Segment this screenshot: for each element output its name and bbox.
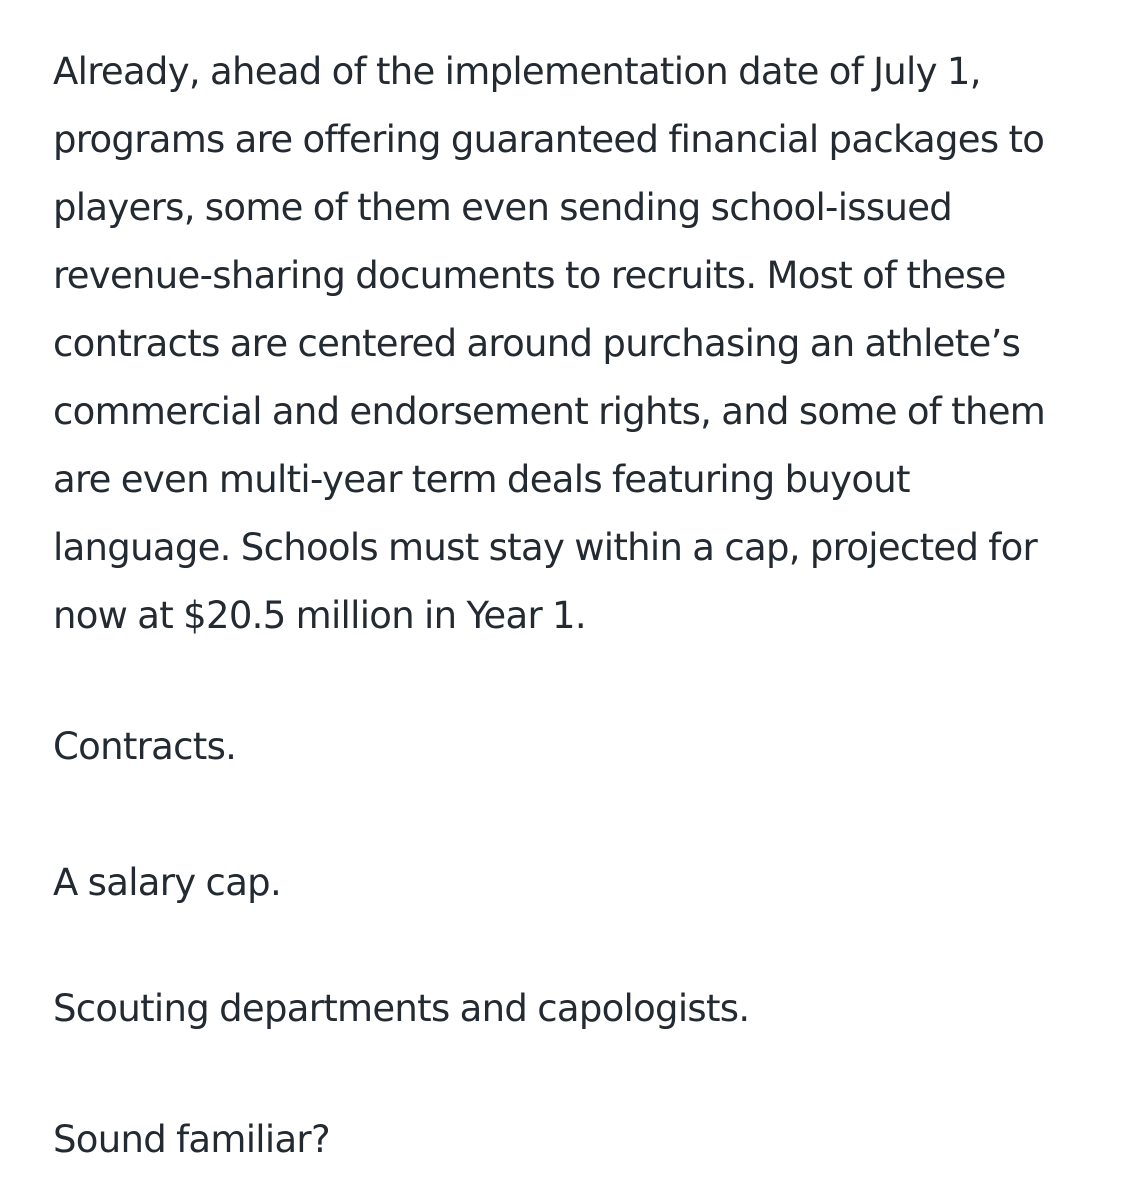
paragraph-sound-familiar: Sound familiar? [53, 1118, 330, 1161]
paragraph-scouting: Scouting departments and capologists. [53, 987, 750, 1030]
paragraph-salary-cap: A salary cap. [53, 861, 282, 904]
paragraph-contracts: Contracts. [53, 725, 237, 768]
paragraph-revenue-sharing: Already, ahead of the implementation date of July 1, programs are offering guaranteed financial packages to players, some of them even sending school-issued revenue-sharing documents to recruits. Most of these contracts are centered around purchasing an athlete’s commercial and endorsement rights, and some of them are even multi-year term deals featuring buyout language. Schools must stay within a cap, projected for now at $20.5 million in Year 1. [53, 50, 1046, 637]
